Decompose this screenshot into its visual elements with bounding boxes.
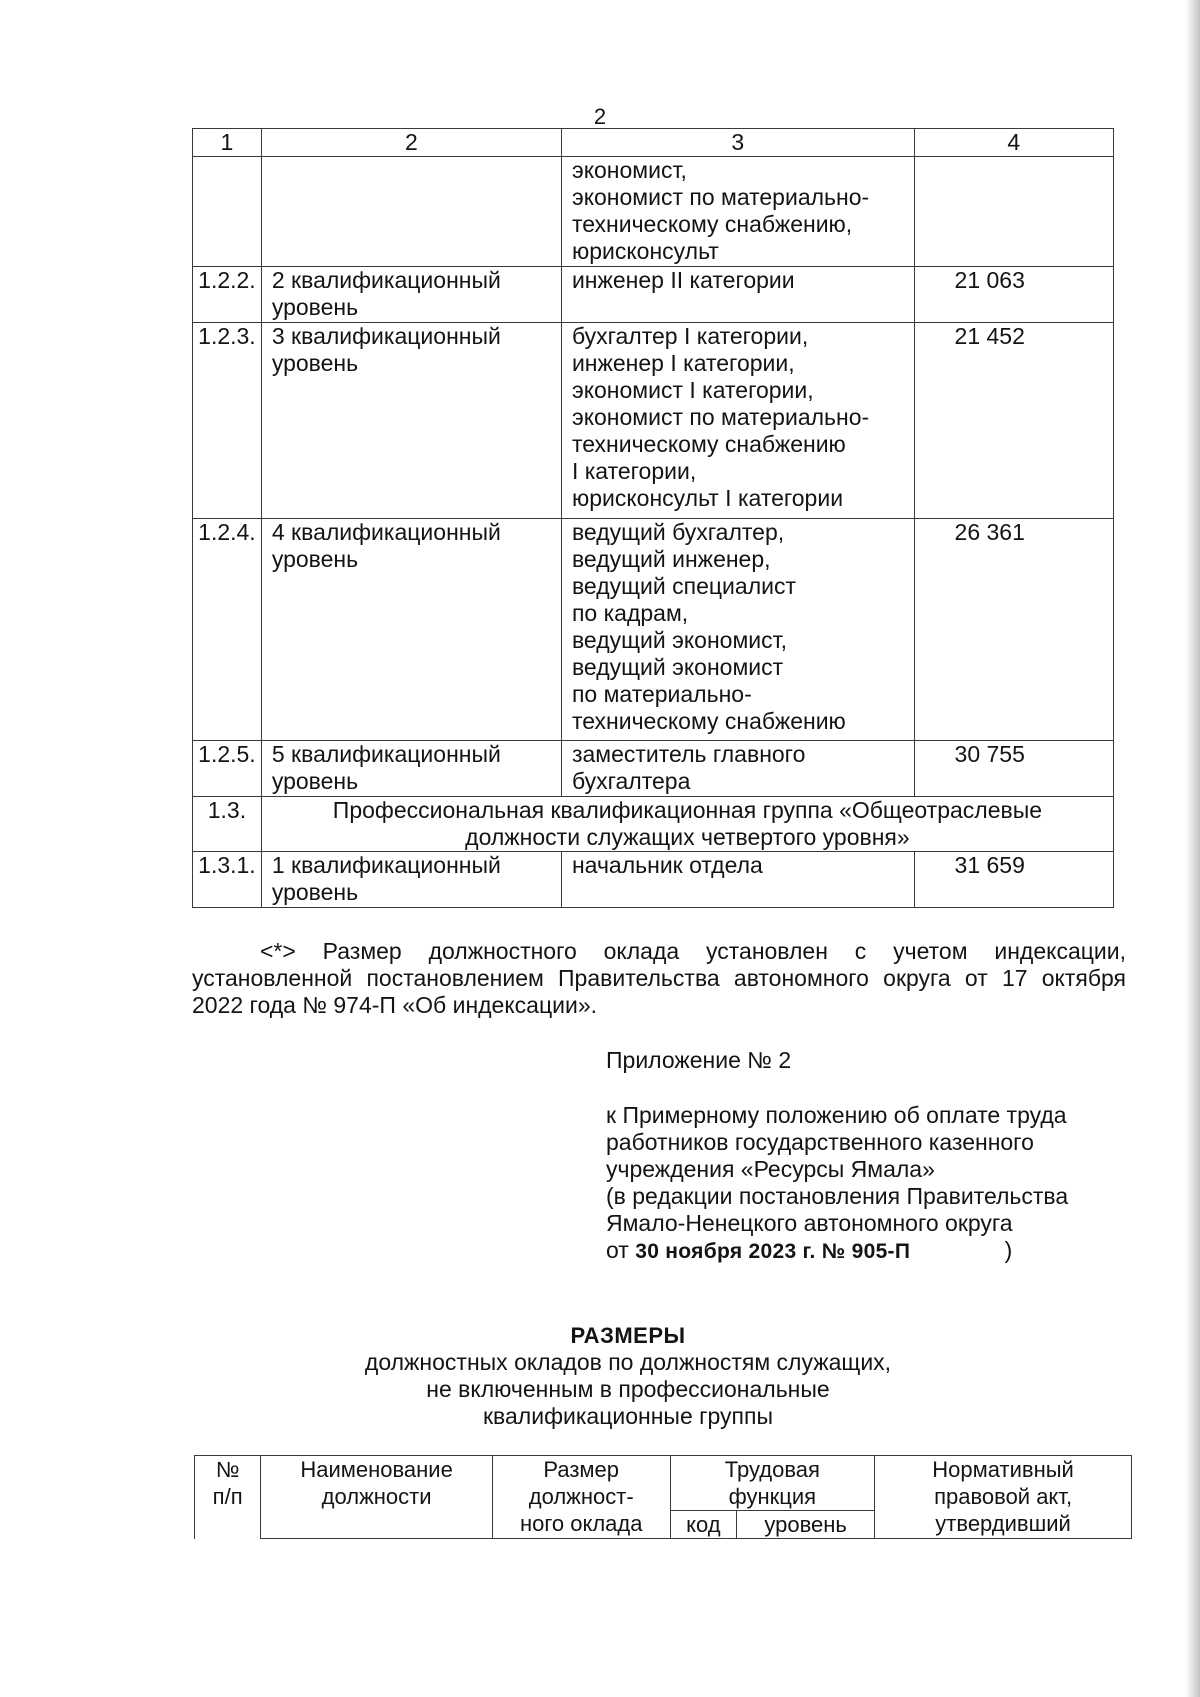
- section-heading: [0, 1322, 1200, 1430]
- row-level: 2 квалификационный уровень: [261, 267, 561, 323]
- header-col-1: 1: [193, 129, 262, 157]
- decree-stamp: 30 ноября 2023 г. № 905-П: [635, 1240, 911, 1263]
- row-level: [261, 157, 561, 267]
- row-level: 4 квалификационный уровень: [261, 519, 561, 741]
- row-salary: 30 755: [914, 741, 1113, 797]
- group-number: 1.3.: [193, 797, 262, 852]
- footnote: [192, 938, 1126, 1019]
- salary-table: [192, 128, 1114, 908]
- appendix-line: (в редакции постановления Правительства: [606, 1183, 1069, 1209]
- table-row: [193, 852, 1114, 908]
- row-positions: заместитель главного бухгалтера: [561, 741, 914, 797]
- heading-title: РАЗМЕРЫ: [570, 1323, 686, 1348]
- header-normative-act: Нормативный правовой акт, утвердивший: [875, 1456, 1132, 1539]
- appendix-close-paren: ): [1004, 1237, 1013, 1263]
- positions-table: [194, 1455, 1132, 1539]
- appendix-date-line: [606, 1237, 1126, 1265]
- header-position-name: Наименование должности: [261, 1456, 493, 1539]
- heading-subtitle: должностных окладов по должностям служащих, не включенным в профессиональные квалификационные группы: [364, 1349, 892, 1429]
- appendix-from-prefix: от: [606, 1237, 629, 1263]
- row-number: [193, 157, 262, 267]
- row-positions: начальник отдела: [561, 852, 914, 908]
- appendix-block: [606, 1047, 1126, 1265]
- row-number: 1.2.5.: [193, 741, 262, 797]
- row-positions: экономист, экономист по материально- техническому снабжению, юрисконсульт: [561, 157, 914, 267]
- table2-header-row: [195, 1456, 1132, 1511]
- row-positions: инженер II категории: [561, 267, 914, 323]
- row-number: 1.2.3.: [193, 323, 262, 519]
- header-number: № п/п: [195, 1456, 261, 1539]
- page-number: 2: [593, 104, 607, 129]
- header-salary-size: Размер должност- ного оклада: [492, 1456, 670, 1539]
- appendix-line: к Примерному положению об оплате труда: [606, 1102, 1067, 1128]
- row-number: 1.3.1.: [193, 852, 262, 908]
- table-row: [193, 157, 1114, 267]
- appendix-title: Приложение № 2: [606, 1047, 792, 1073]
- table-group-row: [193, 797, 1114, 852]
- row-level: 5 квалификационный уровень: [261, 741, 561, 797]
- footnote-text: <*> Размер должностного оклада установлен с учетом индексации, установленной постановлением Правительства автономного округа от 17 октября 2022 года № 974-П «Об индексации».: [192, 938, 1126, 1018]
- row-salary: 21 452: [914, 323, 1113, 519]
- row-level: 3 квалификационный уровень: [261, 323, 561, 519]
- row-salary: 31 659: [914, 852, 1113, 908]
- table-row: [193, 267, 1114, 323]
- row-salary: [914, 157, 1113, 267]
- header-col-4: 4: [914, 129, 1113, 157]
- group-title: Профессиональная квалификационная группа «Общеотраслевые должности служащих четвертого уровня»: [261, 797, 1113, 852]
- table-row: [193, 519, 1114, 741]
- row-positions: ведущий бухгалтер, ведущий инженер, ведущий специалист по кадрам, ведущий экономист, ведущий экономист по материально- техническому снабжению: [561, 519, 914, 741]
- row-salary: 26 361: [914, 519, 1113, 741]
- header-function-code: код: [670, 1511, 737, 1539]
- header-col-3: 3: [561, 129, 914, 157]
- appendix-line: работников государственного казенного: [606, 1129, 1034, 1155]
- table-header-row: [193, 129, 1114, 157]
- header-function-level: уровень: [737, 1511, 875, 1539]
- row-number: 1.2.4.: [193, 519, 262, 741]
- row-level: 1 квалификационный уровень: [261, 852, 561, 908]
- row-number: 1.2.2.: [193, 267, 262, 323]
- table-row: [193, 323, 1114, 519]
- appendix-line: Ямало-Ненецкого автономного округа: [606, 1210, 1013, 1236]
- page-edge-shadow: [1186, 0, 1200, 1697]
- appendix-line: учреждения «Ресурсы Ямала»: [606, 1156, 935, 1182]
- header-labor-function: Трудовая функция: [670, 1456, 875, 1511]
- header-col-2: 2: [261, 129, 561, 157]
- table-row: [193, 741, 1114, 797]
- row-positions: бухгалтер I категории, инженер I категории, экономист I категории, экономист по материально- техническому снабжению I категории, юрисконсульт I категории: [561, 323, 914, 519]
- row-salary: 21 063: [914, 267, 1113, 323]
